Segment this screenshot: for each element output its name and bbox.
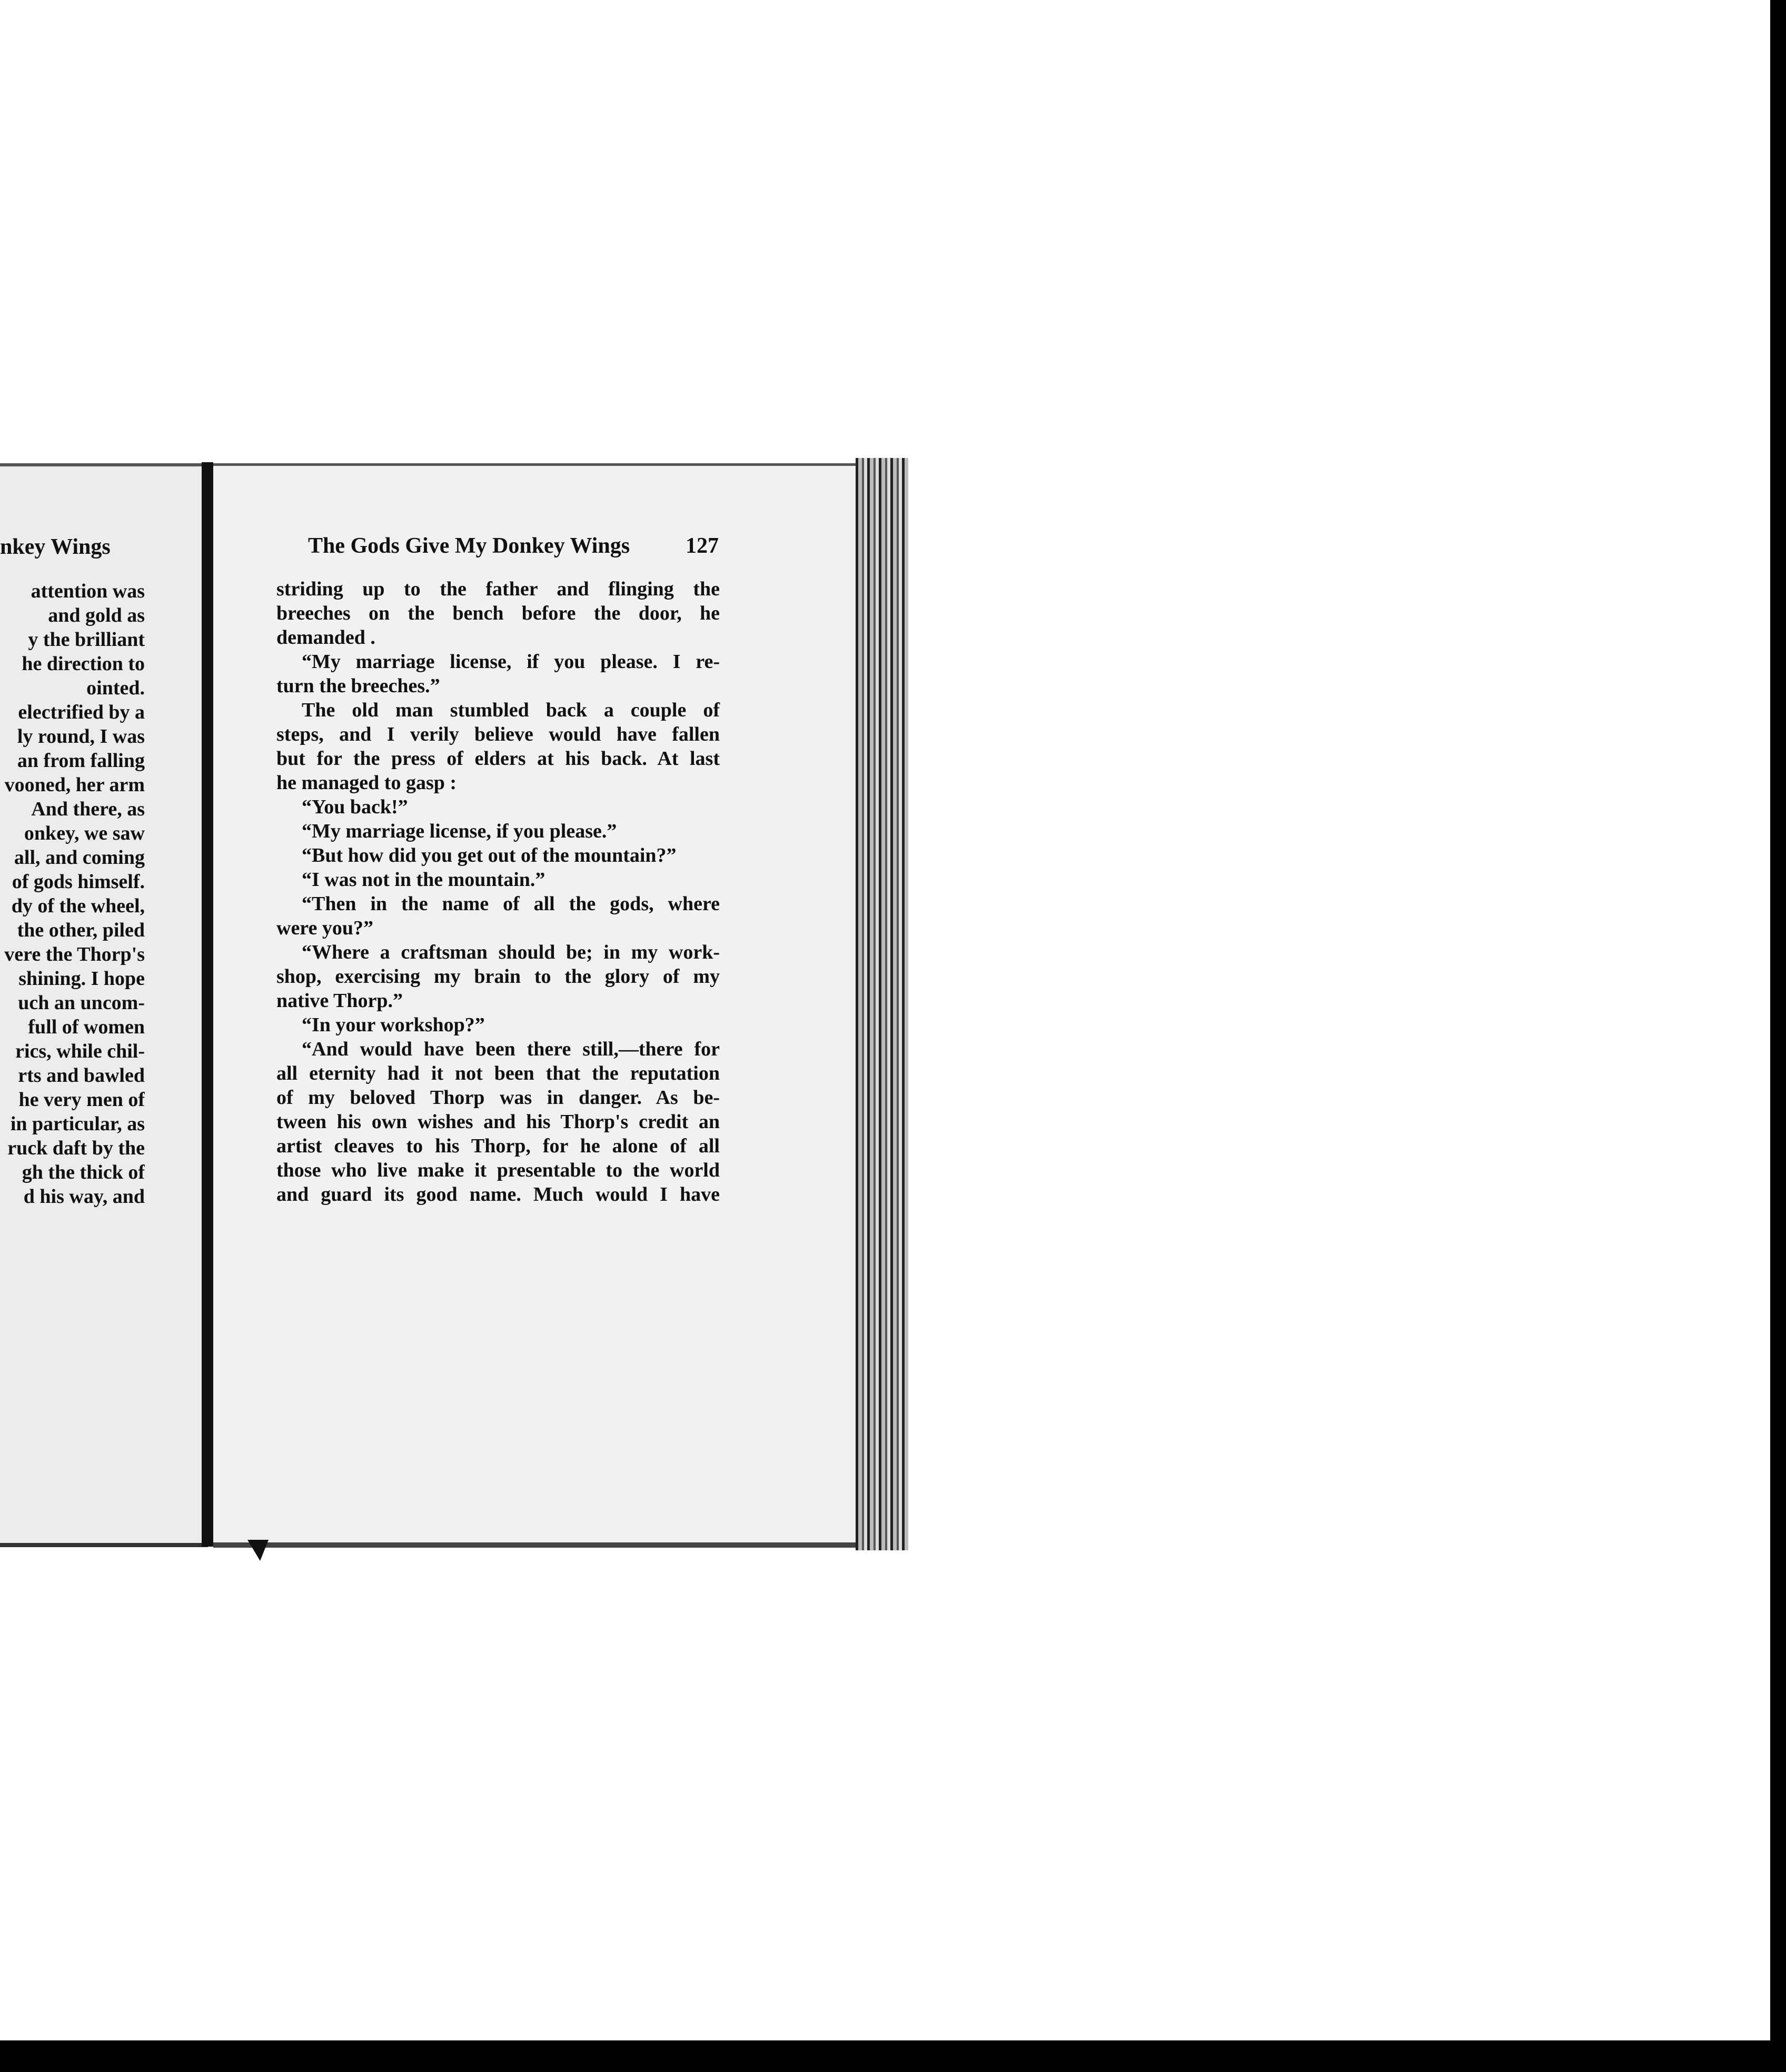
text-line: “My marriage license, if you please.” [302, 820, 617, 842]
text-line: “My marriage license, if you please. I re- [302, 651, 720, 673]
left-line: all, and coming [14, 846, 145, 869]
scan-border-bottom [0, 2040, 1786, 2072]
text-line: steps, and I verily believe would have fallen [276, 723, 720, 745]
text-line: all eternity had it not been that the reputation [276, 1062, 720, 1084]
left-line: of gods himself. [12, 871, 145, 893]
text-line: of my beloved Thorp was in danger. As be- [276, 1087, 720, 1109]
left-line: in particular, as [10, 1113, 145, 1135]
left-line: the other, piled [17, 919, 145, 941]
left-page-text [0, 579, 145, 1209]
text-line: “And would have been there still,—there for [302, 1038, 720, 1060]
left-line: onkey, we saw [24, 822, 145, 844]
left-line: And there, as [31, 798, 145, 820]
left-line: dy of the wheel, [11, 895, 145, 917]
text-line: those who live make it presentable to the world [276, 1159, 720, 1181]
text-line: “Where a craftsman should be; in my work- [302, 941, 720, 963]
left-line: he direction to [22, 653, 145, 675]
text-line: demanded . [276, 626, 375, 649]
text-line: striding up to the father and flinging the [276, 578, 720, 600]
left-line: vere the Thorp's [4, 943, 145, 965]
ribbon-tip [247, 1540, 269, 1561]
left-line: attention was [31, 580, 145, 602]
text-line: shop, exercising my brain to the glory of my [276, 965, 720, 988]
book-gutter [202, 462, 213, 1547]
left-line: full of women [28, 1016, 145, 1038]
scan-border-right [1770, 0, 1786, 2072]
left-line: he very men of [18, 1089, 145, 1111]
left-line: ointed. [86, 677, 145, 699]
text-line: he managed to gasp : [276, 772, 457, 794]
text-line: “You back!” [302, 796, 408, 818]
text-line: but for the press of elders at his back. At last [276, 748, 720, 770]
left-line: and gold as [48, 604, 145, 626]
text-line: “But how did you get out of the mountain?” [302, 844, 677, 866]
text-line: native Thorp.” [276, 990, 403, 1012]
page-number: 127 [686, 534, 719, 558]
text-line: breeches on the bench before the door, he [276, 602, 720, 624]
left-running-head: nkey Wings [0, 535, 111, 559]
left-line: electrified by a [18, 701, 145, 723]
text-line: artist cleaves to his Thorp, for he alone of all [276, 1135, 720, 1157]
left-line: shining. I hope [18, 968, 145, 990]
text-line: and guard its good name. Much would I have [276, 1183, 720, 1206]
running-title: The Gods Give My Donkey Wings [308, 534, 630, 558]
left-line: vooned, her arm [4, 774, 145, 796]
left-line: d his way, and [23, 1186, 145, 1208]
left-line: rts and bawled [18, 1064, 145, 1087]
text-line: The old man stumbled back a couple of [302, 699, 720, 721]
text-line: were you?” [276, 917, 373, 939]
left-line: ruck daft by the [7, 1137, 145, 1159]
text-line: “I was not in the mountain.” [302, 869, 545, 891]
left-line: rics, while chil- [15, 1040, 145, 1062]
left-line: an from falling [17, 750, 145, 772]
left-line: gh the thick of [22, 1161, 145, 1183]
text-line: tween his own wishes and his Thorp's credit an [276, 1111, 720, 1133]
right-page-text [276, 577, 720, 1207]
text-line: turn the breeches.” [276, 675, 440, 697]
text-line: “In your workshop?” [302, 1014, 485, 1036]
page-fore-edge [856, 458, 908, 1550]
text-line: “Then in the name of all the gods, where [302, 893, 720, 915]
left-line: uch an uncom- [18, 992, 145, 1014]
left-line: ly round, I was [17, 725, 145, 748]
left-line: y the brilliant [28, 629, 145, 651]
